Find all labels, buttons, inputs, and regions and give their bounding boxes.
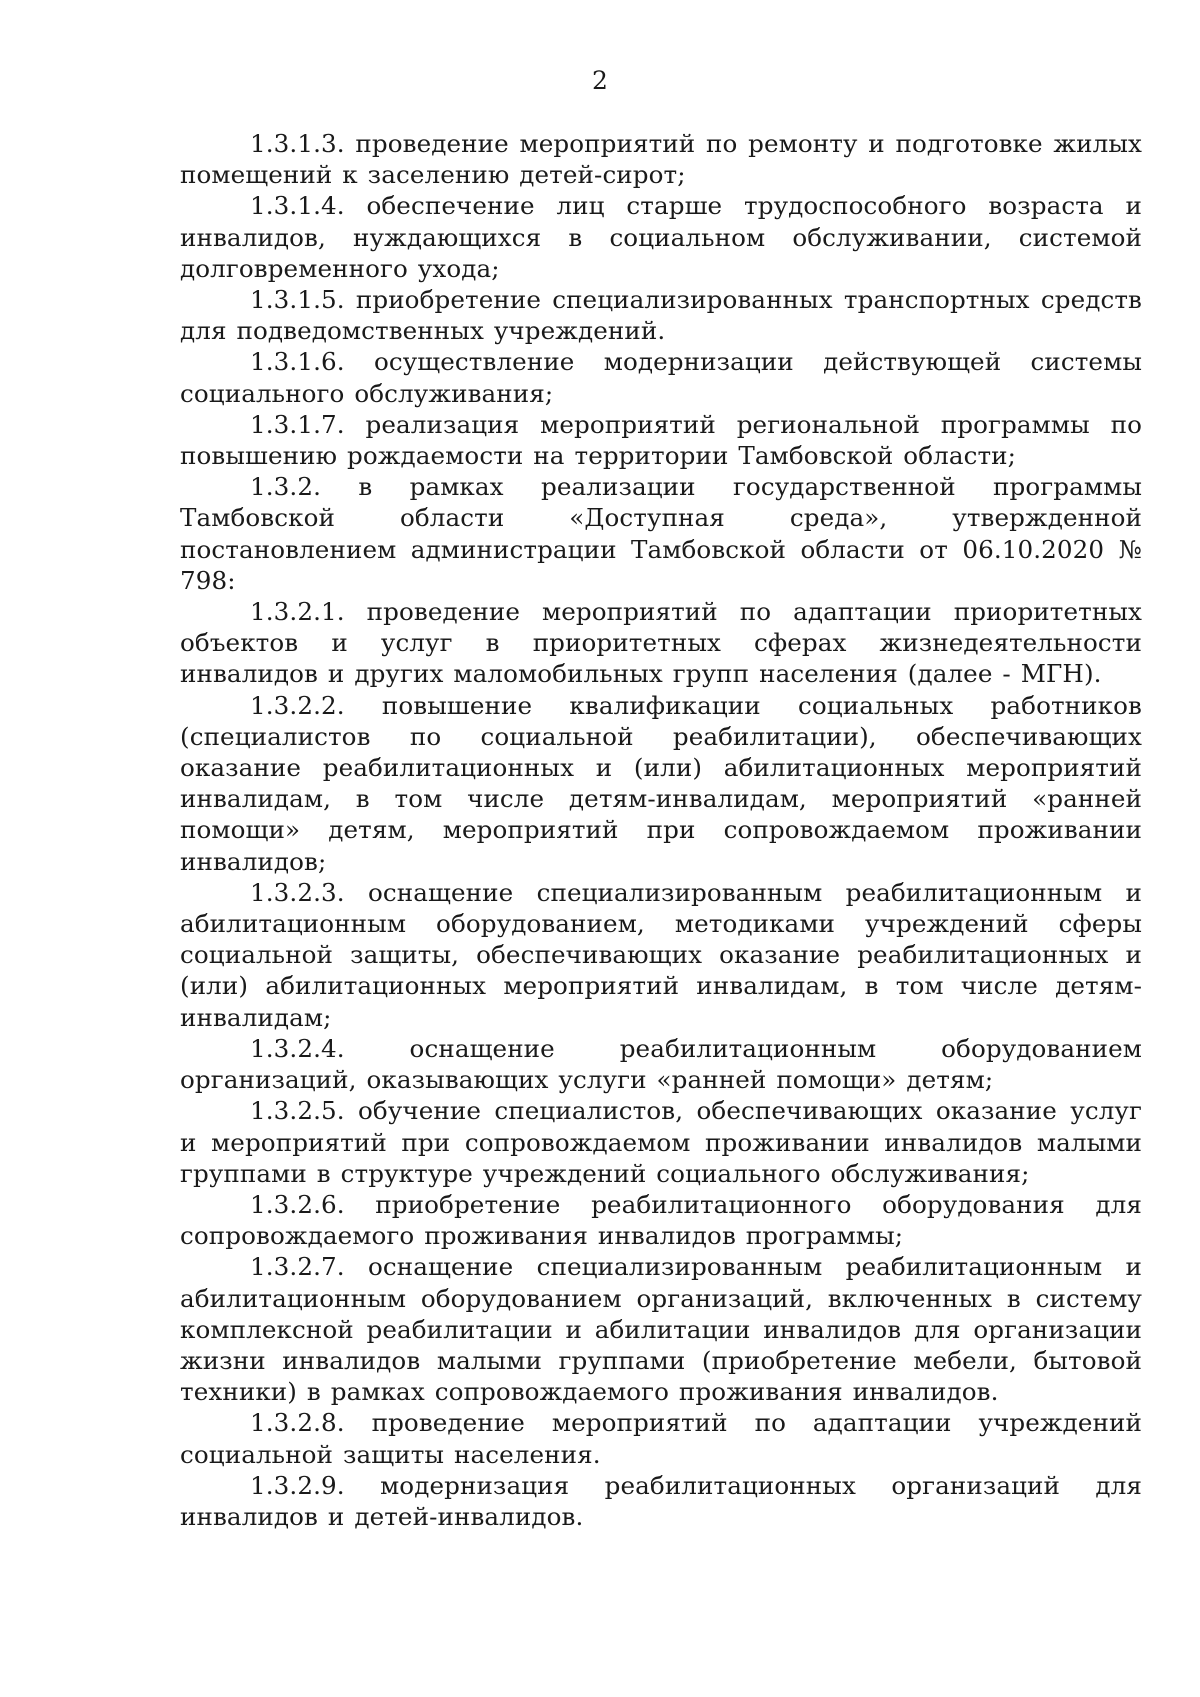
document-body <box>180 128 1142 1532</box>
paragraph-1-3-2: 1.3.2. в рамках реализации государственной программы Тамбовской области «Доступная среда», утвержденной постановлением администрации Тамбовской области от 06.10.2020 № 798: <box>180 472 1142 595</box>
paragraph-1-3-1-7: 1.3.1.7. реализация мероприятий региональной программы по повышению рождаемости на территории Тамбовской области; <box>180 409 1142 471</box>
paragraph-1-3-2-7: 1.3.2.7. оснащение специализированным реабилитационным и абилитационным оборудованием организаций, включенных в систему комплексной реабилитации и абилитации инвалидов для организации жизни инвалидов малыми группами (приобретение мебели, бытовой техники) в рамках сопровождаемого проживания инвалидов. <box>180 1252 1142 1407</box>
paragraph-1-3-2-3: 1.3.2.3. оснащение специализированным реабилитационным и абилитационным оборудованием, методиками учреждений сферы социальной защиты, обеспечивающих оказание реабилитационных и (или) абилитационных мероприятий инвалидам, в том числе детям-инвалидам; <box>180 877 1142 1032</box>
paragraph-1-3-1-4: 1.3.1.4. обеспечение лиц старше трудоспособного возраста и инвалидов, нуждающихся в социальном обслуживании, системой долговременного ухода; <box>180 191 1142 283</box>
paragraph-1-3-2-9: 1.3.2.9. модернизация реабилитационных организаций для инвалидов и детей-инвалидов. <box>180 1470 1142 1531</box>
paragraph-1-3-2-5: 1.3.2.5. обучение специалистов, обеспечивающих оказание услуг и мероприятий при сопровождаемом проживании инвалидов малыми группами в структуре учреждений социального обслуживания; <box>180 1096 1142 1188</box>
paragraph-1-3-2-6: 1.3.2.6. приобретение реабилитационного оборудования для сопровождаемого проживания инвалидов программы; <box>180 1189 1142 1251</box>
paragraph-1-3-2-8: 1.3.2.8. проведение мероприятий по адаптации учреждений социальной защиты населения. <box>180 1408 1142 1469</box>
paragraph-1-3-1-3: 1.3.1.3. проведение мероприятий по ремонту и подготовке жилых помещений к заселению детей-сирот; <box>180 129 1142 190</box>
page-number: 2 <box>592 66 608 95</box>
paragraph-1-3-1-6: 1.3.1.6. осуществление модернизации действующей системы социального обслуживания; <box>180 347 1142 408</box>
paragraph-1-3-2-1: 1.3.2.1. проведение мероприятий по адаптации приоритетных объектов и услуг в приоритетных сферах жизнедеятельности инвалидов и других маломобильных групп населения (далее - МГН). <box>180 597 1142 689</box>
paragraph-1-3-2-2: 1.3.2.2. повышение квалификации социальных работников (специалистов по социальной реабилитации), обеспечивающих оказание реабилитационных и (или) абилитационных мероприятий инвалидам, в том числе детям-инвалидам, мероприятий «ранней помощи» детям, мероприятий при сопровождаемом проживании инвалидов; <box>180 690 1142 876</box>
paragraph-1-3-1-5: 1.3.1.5. приобретение специализированных транспортных средств для подведомственных учреждений. <box>180 285 1142 346</box>
paragraph-1-3-2-4: 1.3.2.4. оснащение реабилитационным оборудованием организаций, оказывающих услуги «ранней помощи» детям; <box>180 1033 1142 1095</box>
